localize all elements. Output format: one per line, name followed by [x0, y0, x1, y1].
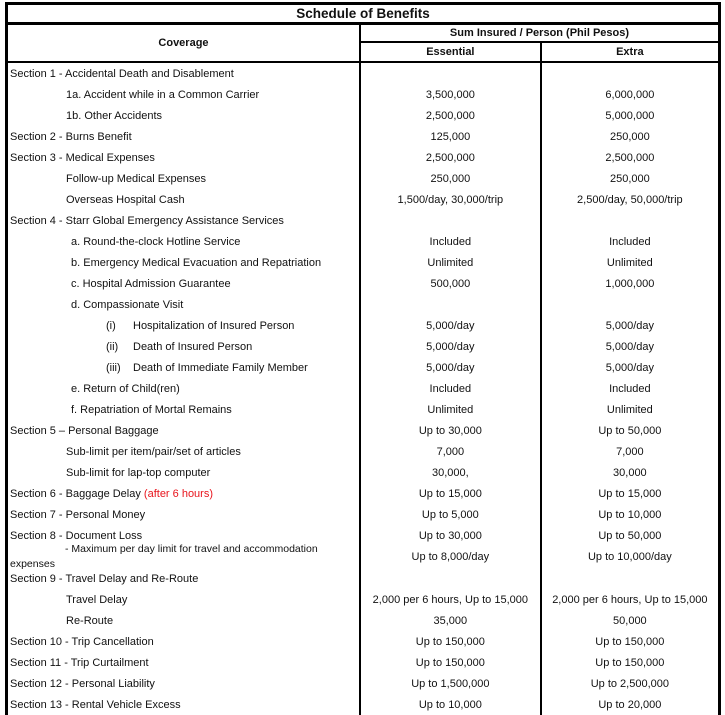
coverage-label: Section 13 - Rental Vehicle Excess: [7, 694, 360, 715]
extra-value: [541, 62, 720, 84]
extra-value: 5,000/day: [605, 340, 655, 353]
coverage-label: [7, 336, 360, 357]
essential-value: Up to 10,000: [360, 694, 541, 715]
table-row: [7, 652, 720, 673]
coverage-label: Section 2 - Burns Benefit: [7, 126, 360, 147]
essential-value: 250,000: [360, 168, 541, 189]
table-row: [7, 694, 720, 715]
essential-value: 5,000/day: [360, 336, 541, 357]
coverage-label: Section 12 - Personal Liability: [7, 673, 360, 694]
coverage-label: Section 1 - Accidental Death and Disablement: [7, 62, 360, 84]
coverage-label: [7, 315, 360, 336]
coverage-label: a. Round-the-clock Hotline Service: [7, 231, 360, 252]
essential-value: 7,000: [360, 441, 541, 462]
essential-value: Unlimited: [360, 399, 541, 420]
essential-value: Up to 8,000/day: [360, 546, 541, 568]
table-row: [7, 147, 720, 168]
essential-value: Up to 30,000: [360, 525, 541, 546]
column-header-extra: Extra: [541, 42, 720, 62]
essential-value: 125,000: [360, 126, 541, 147]
table-row: [7, 420, 720, 441]
table-row: [7, 357, 720, 378]
table-row: [7, 631, 720, 652]
essential-value: 2,000 per 6 hours, Up to 15,000: [360, 589, 541, 610]
item-number: (iii): [106, 361, 121, 374]
extra-value: 1,000,000: [605, 277, 655, 290]
essential-value: Up to 30,000: [360, 420, 541, 441]
table-row: [7, 210, 720, 231]
extra-value: 250,000: [609, 172, 650, 185]
table-row: [7, 546, 720, 568]
coverage-label: d. Compassionate Visit: [7, 294, 360, 315]
column-header-essential: Essential: [360, 42, 541, 62]
coverage-label: Follow-up Medical Expenses: [7, 168, 360, 189]
coverage-label: Sub-limit per item/pair/set of articles: [7, 441, 360, 462]
baggage-delay-note: (after 6 hours): [143, 487, 214, 500]
extra-value: 2,500/day, 50,000/trip: [577, 193, 683, 206]
extra-value: Up to 10,000: [598, 508, 662, 521]
table-row: [7, 168, 720, 189]
coverage-label: Re-Route: [7, 610, 360, 631]
coverage-label: e. Return of Child(ren): [7, 378, 360, 399]
column-header-sum-insured: Sum Insured / Person (Phil Pesos): [360, 24, 720, 43]
coverage-label: Section 7 - Personal Money: [7, 504, 360, 525]
extra-value: Included: [609, 382, 651, 395]
essential-value: 2,500,000: [360, 105, 541, 126]
coverage-label: 1a. Accident while in a Common Carrier: [7, 84, 360, 105]
coverage-label: [7, 483, 360, 504]
item-number: (i): [106, 319, 116, 332]
benefits-table: [5, 2, 721, 715]
essential-value: Up to 150,000: [360, 631, 541, 652]
extra-value: Up to 15,000: [598, 487, 662, 500]
table-row: [7, 273, 720, 294]
table-row: [7, 378, 720, 399]
table-row: [7, 84, 720, 105]
item-label: Section 6 - Baggage Delay: [10, 487, 144, 500]
essential-value: Included: [360, 378, 541, 399]
coverage-label: Section 11 - Trip Curtailment: [7, 652, 360, 673]
coverage-label: b. Emergency Medical Evacuation and Repatriation: [7, 252, 360, 273]
essential-value: Included: [360, 231, 541, 252]
table-row: [7, 105, 720, 126]
essential-value: Up to 5,000: [360, 504, 541, 525]
extra-value: Up to 50,000: [598, 529, 662, 542]
extra-value: 2,500,000: [605, 151, 655, 164]
essential-value: 1,500/day, 30,000/trip: [360, 189, 541, 210]
essential-value: Unlimited: [360, 252, 541, 273]
essential-value: [360, 568, 541, 589]
extra-value: 7,000: [616, 445, 644, 458]
extra-value: Unlimited: [606, 256, 653, 269]
table-row: [7, 589, 720, 610]
table-row: [7, 294, 720, 315]
coverage-label: Section 8 - Document Loss: [7, 525, 360, 546]
table-row: [7, 462, 720, 483]
essential-value: 35,000: [360, 610, 541, 631]
item-label: Death of Immediate Family Member: [133, 361, 308, 374]
coverage-label: Section 4 - Starr Global Emergency Assistance Services: [7, 210, 360, 231]
table-row: [7, 441, 720, 462]
table-row: [7, 315, 720, 336]
extra-value: 30,000: [613, 466, 647, 479]
table-row: [7, 336, 720, 357]
essential-value: 30,000,: [360, 462, 541, 483]
coverage-label: Section 5 – Personal Baggage: [7, 420, 360, 441]
coverage-label: Overseas Hospital Cash: [7, 189, 360, 210]
table-row: [7, 189, 720, 210]
table-row: [7, 504, 720, 525]
essential-value: [360, 294, 541, 315]
extra-value: Up to 150,000: [595, 656, 665, 669]
schedule-of-benefits: [5, 2, 721, 715]
coverage-label: c. Hospital Admission Guarantee: [7, 273, 360, 294]
coverage-label: Section 10 - Trip Cancellation: [7, 631, 360, 652]
extra-value: 6,000,000: [605, 88, 655, 101]
table-row: [7, 399, 720, 420]
extra-value: Up to 150,000: [595, 635, 665, 648]
coverage-label: f. Repatriation of Mortal Remains: [7, 399, 360, 420]
extra-value: Up to 50,000: [598, 424, 662, 437]
item-label: Hospitalization of Insured Person: [133, 319, 295, 332]
extra-value: [541, 294, 720, 315]
coverage-label: 1b. Other Accidents: [7, 105, 360, 126]
essential-value: 5,000/day: [360, 315, 541, 336]
coverage-label: Travel Delay: [7, 589, 360, 610]
column-header-coverage: Coverage: [7, 24, 360, 63]
essential-value: Up to 150,000: [360, 652, 541, 673]
coverage-label: Section 3 - Medical Expenses: [7, 147, 360, 168]
essential-value: Up to 1,500,000: [360, 673, 541, 694]
extra-value: 5,000/day: [605, 319, 655, 332]
essential-value: 500,000: [360, 273, 541, 294]
table-row: [7, 62, 720, 84]
extra-value: Unlimited: [606, 403, 653, 416]
extra-value: 5,000,000: [605, 109, 655, 122]
item-label-continued: expenses: [10, 558, 55, 570]
extra-value: Up to 2,500,000: [590, 677, 669, 690]
coverage-label: [7, 357, 360, 378]
item-label: Death of Insured Person: [133, 340, 253, 353]
table-row: [7, 568, 720, 589]
coverage-label: Section 9 - Travel Delay and Re-Route: [7, 568, 360, 589]
extra-value: [541, 210, 720, 231]
essential-value: 3,500,000: [360, 84, 541, 105]
extra-value: Included: [609, 235, 651, 248]
extra-value: Up to 20,000: [598, 698, 662, 711]
essential-value: Up to 15,000: [360, 483, 541, 504]
essential-value: [360, 62, 541, 84]
extra-value: 250,000: [609, 130, 650, 143]
extra-value: 5,000/day: [605, 361, 655, 374]
extra-value: 50,000: [613, 614, 647, 627]
table-row: [7, 231, 720, 252]
table-row: [7, 126, 720, 147]
extra-value: Up to 10,000/day: [587, 551, 672, 563]
extra-value: 2,000 per 6 hours, Up to 15,000: [552, 593, 708, 606]
table-row: [7, 673, 720, 694]
coverage-label: [7, 543, 360, 570]
item-number: (ii): [106, 340, 119, 353]
coverage-label: Sub-limit for lap-top computer: [7, 462, 360, 483]
item-label: - Maximum per day limit for travel and accommodation: [65, 543, 318, 555]
extra-value: [541, 568, 720, 589]
essential-value: [360, 210, 541, 231]
table-row: [7, 483, 720, 504]
table-row: [7, 252, 720, 273]
essential-value: 5,000/day: [360, 357, 541, 378]
table-title: Schedule of Benefits: [7, 4, 720, 24]
table-row: [7, 610, 720, 631]
essential-value: 2,500,000: [360, 147, 541, 168]
